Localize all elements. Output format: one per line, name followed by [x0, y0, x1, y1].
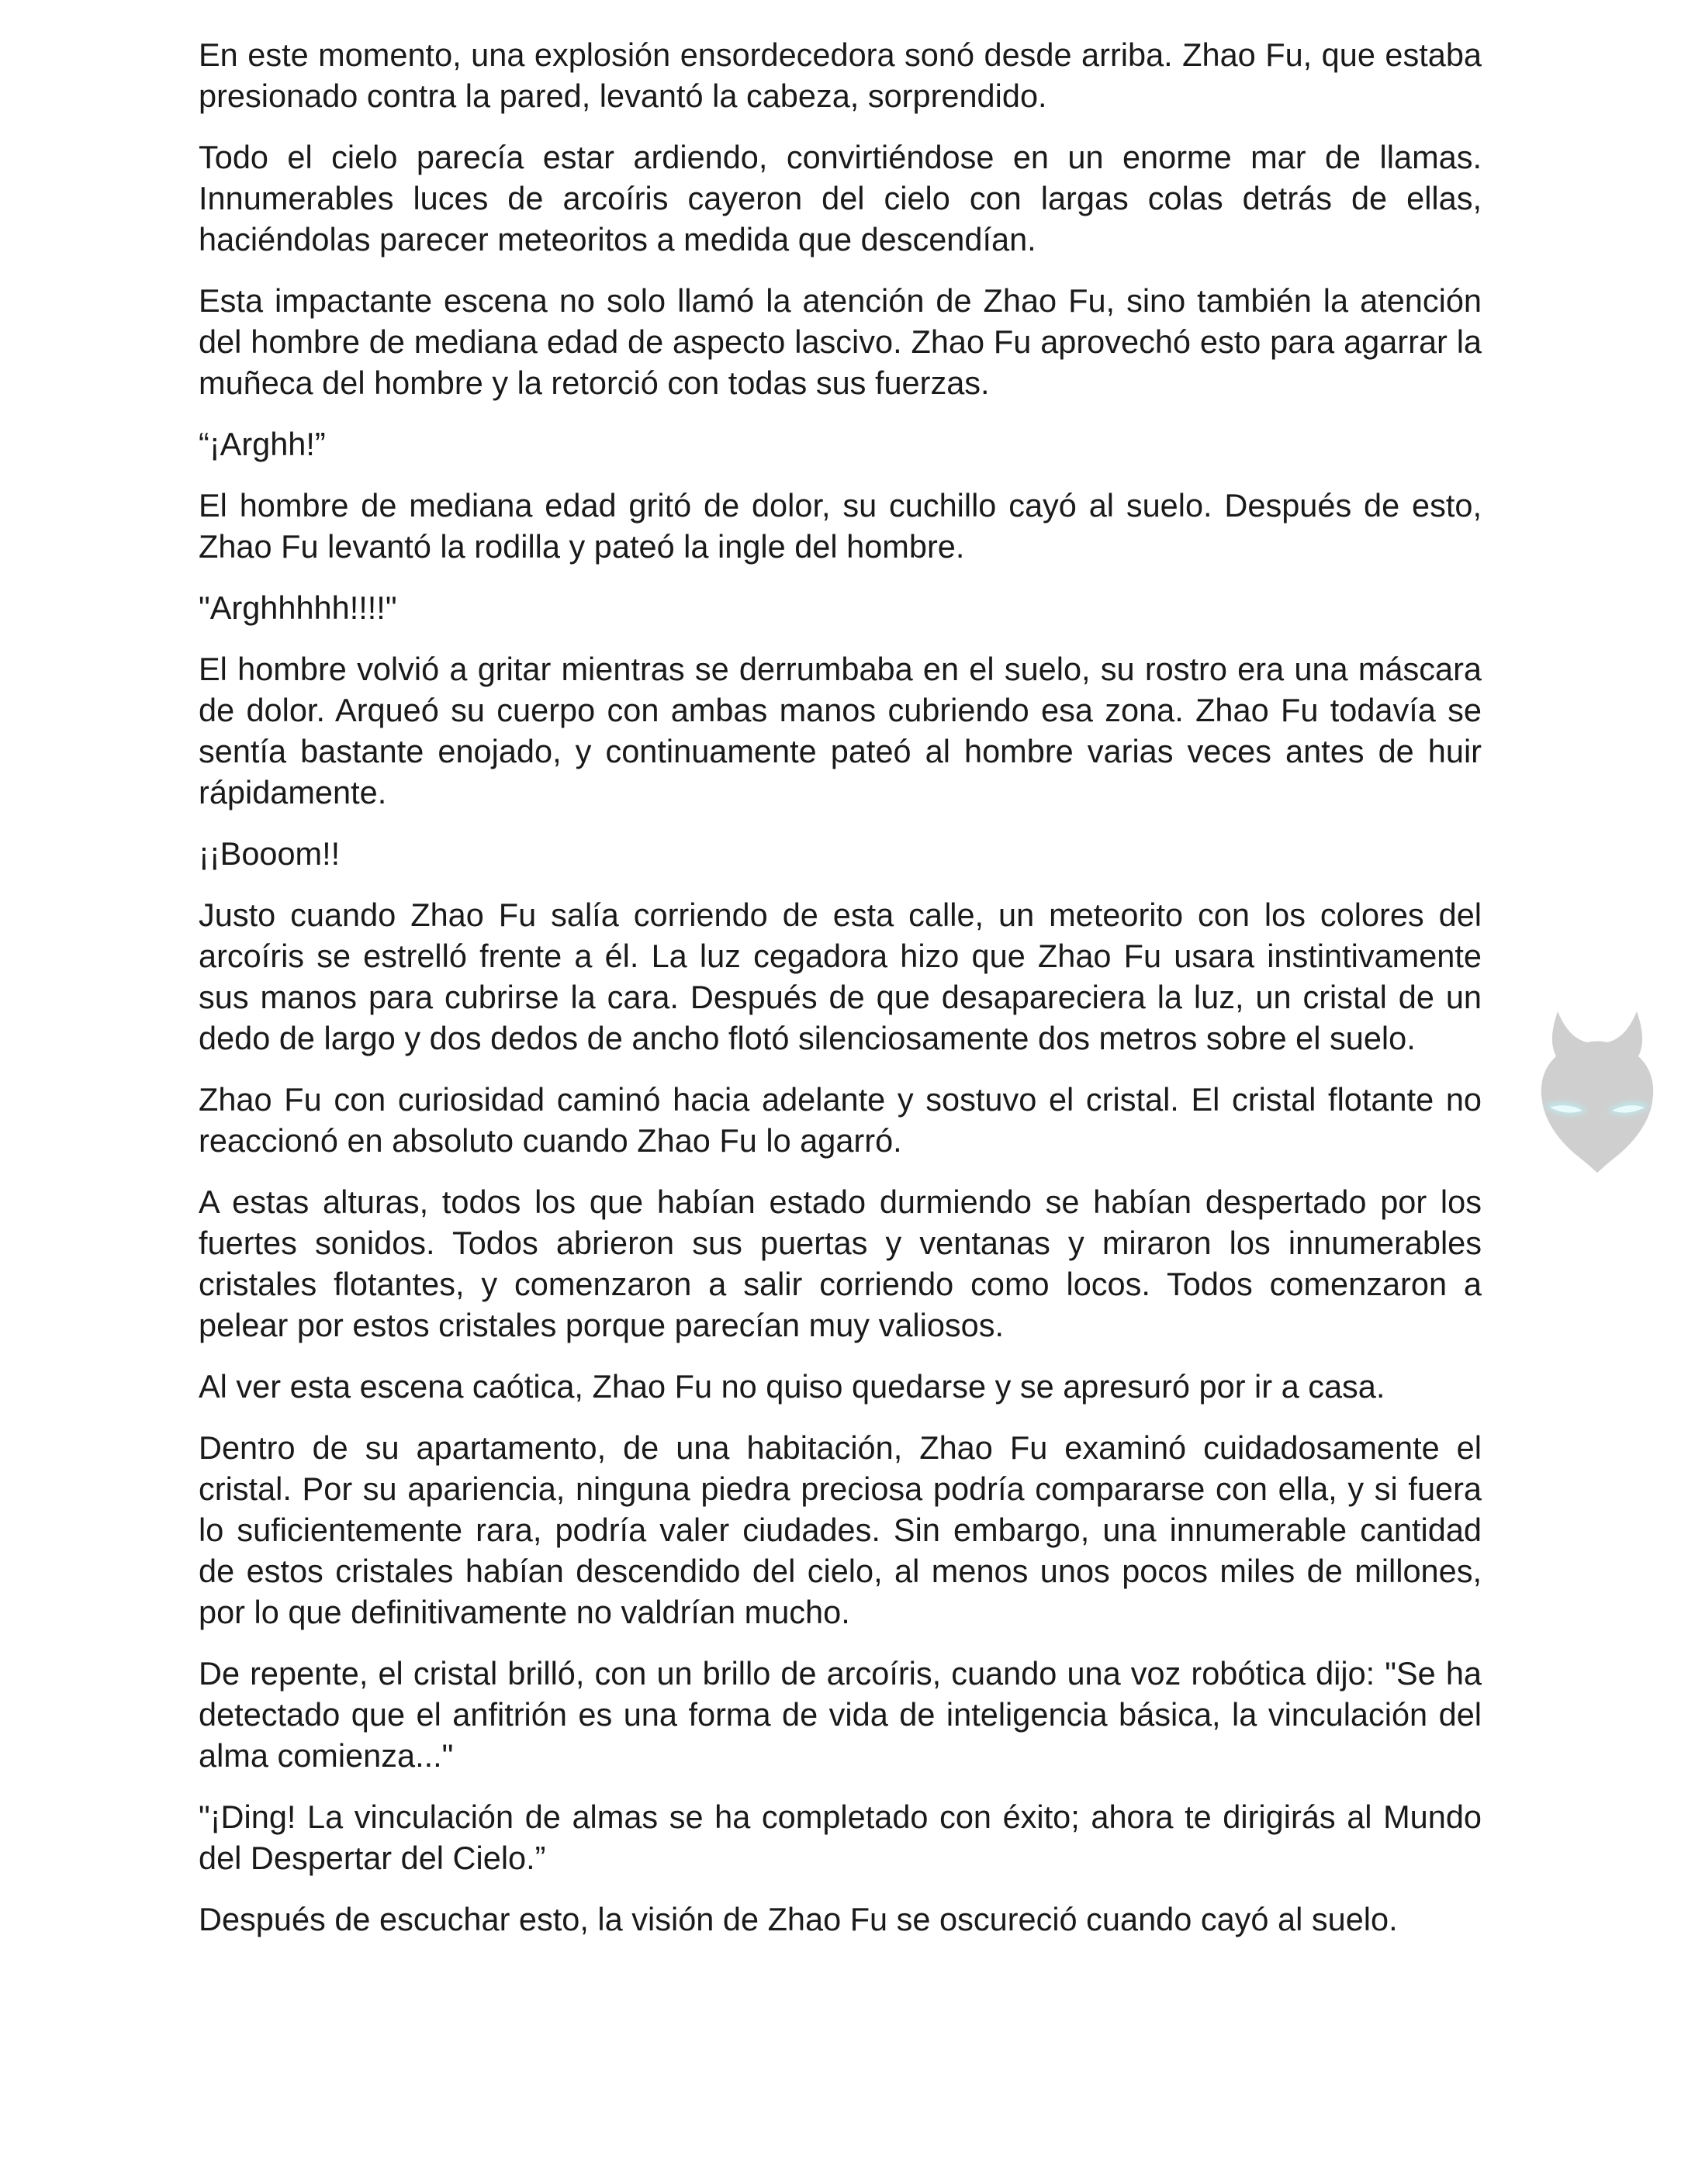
- paragraph-14: De repente, el cristal brilló, con un brillo de arcoíris, cuando una voz robótica dijo: "Se ha detectado que el anfitrión es una forma de vida de inteligencia básica, la vinculación del alma comienza...": [199, 1655, 1482, 1774]
- paragraph-3: Esta impactante escena no solo llamó la atención de Zhao Fu, sino también la atención del hombre de mediana edad de aspecto lascivo. Zhao Fu aprovechó esto para agarrar la muñeca del hombre y la retorció con todas sus fuerzas.: [199, 282, 1482, 401]
- paragraph-7: El hombre volvió a gritar mientras se derrumbaba en el suelo, su rostro era una máscara de dolor. Arqueó su cuerpo con ambas manos cubriendo esa zona. Zhao Fu todavía se sentía bastante enojado, y continuamente pateó al hombre varias veces antes de huir rápidamente.: [199, 651, 1482, 810]
- paragraph-11: A estas alturas, todos los que habían estado durmiendo se habían despertado por los fuertes sonidos. Todos abrieron sus puertas y ventanas y miraron los innumerables cristales flotantes, y comenzaron a salir corriendo como locos. Todos comenzaron a pelear por estos cristales porque parecían muy valiosos.: [199, 1184, 1482, 1343]
- paragraph-9: Justo cuando Zhao Fu salía corriendo de esta calle, un meteorito con los colores del arcoíris se estrelló frente a él. La luz cegadora hizo que Zhao Fu usara instintivamente sus manos para cubrirse la cara. Después de que desapareciera la luz, un cristal de un dedo de largo y dos dedos de ancho flotó silenciosamente dos metros sobre el suelo.: [199, 897, 1482, 1056]
- paragraph-16: Después de escuchar esto, la visión de Zhao Fu se oscureció cuando cayó al suelo.: [199, 1901, 1398, 1937]
- paragraph-8: ¡¡Booom!!: [199, 835, 341, 872]
- paragraph-13: Dentro de su apartamento, de una habitación, Zhao Fu examinó cuidadosamente el cristal. Por su apariencia, ninguna piedra preciosa podría compararse con ella, y si fuera lo suficientemente rara, podría valer ciudades. Sin embargo, una innumerable cantidad de estos cristales habían descendido del cielo, al menos unos pocos miles de millones, por lo que definitivamente no valdrían mucho.: [199, 1429, 1482, 1630]
- paragraph-15: "¡Ding! La vinculación de almas se ha completado con éxito; ahora te dirigirás al Mundo del Despertar del Cielo.”: [199, 1799, 1482, 1876]
- paragraph-1: En este momento, una explosión ensordecedora sonó desde arriba. Zhao Fu, que estaba presionado contra la pared, levantó la cabeza, sorprendido.: [199, 36, 1482, 114]
- paragraph-12: Al ver esta escena caótica, Zhao Fu no quiso quedarse y se apresuró por ir a casa.: [199, 1368, 1385, 1405]
- paragraph-6: "Arghhhhh!!!!": [199, 589, 397, 626]
- paragraph-10: Zhao Fu con curiosidad caminó hacia adelante y sostuvo el cristal. El cristal flotante no reaccionó en absoluto cuando Zhao Fu lo agarró.: [199, 1081, 1482, 1159]
- paragraph-4: “¡Arghh!”: [199, 426, 326, 462]
- paragraph-2: Todo el cielo parecía estar ardiendo, convirtiéndose en un enorme mar de llamas. Innumerables luces de arcoíris cayeron del cielo con largas colas detrás de ellas, haciéndolas parecer meteoritos a medida que descendían.: [199, 139, 1482, 257]
- paragraph-5: El hombre de mediana edad gritó de dolor, su cuchillo cayó al suelo. Después de esto, Zhao Fu levantó la rodilla y pateó la ingle del hombre.: [199, 487, 1482, 565]
- demon-head-icon: [1527, 1007, 1668, 1179]
- document-body: [199, 34, 1482, 1960]
